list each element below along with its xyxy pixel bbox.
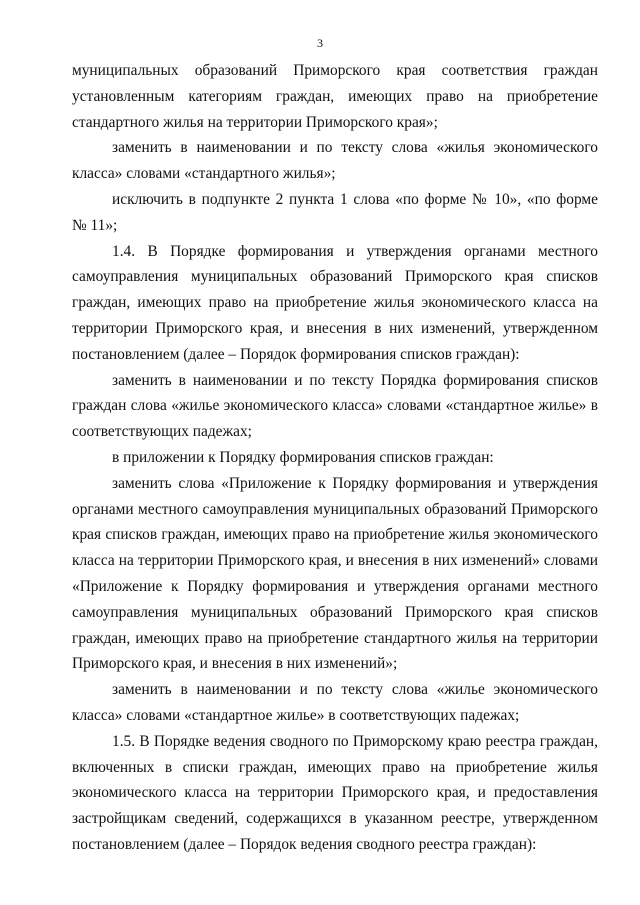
page-number: 3 <box>317 36 323 50</box>
text-line: 1.4. В Порядке формирования и утверждения органами местного <box>112 242 598 260</box>
text-line: заменить в наименовании и по тексту Порядка формирования списков <box>112 371 598 389</box>
text-line: включенных в списки граждан, имеющих право на приобретение жилья <box>72 758 598 776</box>
text-line: органами местного самоуправления муниципальных образований Приморского <box>72 500 598 518</box>
text-line: застройщикам сведений, содержащихся в указанном реестре, утвержденном <box>72 810 598 828</box>
text-line: стандартного жилья на территории Приморского края»; <box>72 113 438 131</box>
document-body <box>72 58 598 858</box>
text-line: исключить в подпункте 2 пункта 1 слова «по форме № 10», «по форме <box>112 190 598 208</box>
text-line: № 11»; <box>72 216 118 234</box>
text-line: заменить слова «Приложение к Порядку формирования и утверждения <box>112 474 598 492</box>
text-line: класса» словами «стандартного жилья»; <box>72 165 336 183</box>
text-line: в приложении к Порядку формирования списков граждан: <box>112 448 494 466</box>
text-line: граждан слова «жилье экономического класса» словами «стандартное жилье» в <box>72 397 598 415</box>
text-line: соответствующих падежах; <box>72 423 252 441</box>
text-line: заменить в наименовании и по тексту слова «жилье экономического <box>112 681 598 699</box>
text-line: «Приложение к Порядку формирования и утверждения органами местного <box>72 577 598 595</box>
text-line: 1.5. В Порядке ведения сводного по Приморскому краю реестра граждан, <box>112 732 598 750</box>
text-line: граждан, имеющих право на приобретение жилья экономического класса на <box>72 294 598 312</box>
text-line: экономического класса на территории Приморского края, и предоставления <box>72 784 598 802</box>
text-line: граждан, имеющих право на приобретение стандартного жилья на территории <box>72 629 598 647</box>
text-line: территории Приморского края, и внесения в них изменений, утвержденном <box>72 319 598 337</box>
text-line: класса на территории Приморского края, и внесения в них изменений» словами <box>72 552 598 570</box>
text-line: самоуправления муниципальных образований Приморского края списков <box>72 268 598 286</box>
text-line: края списков граждан, имеющих право на приобретение жилья экономического <box>72 526 598 544</box>
text-line: постановлением (далее – Порядок формирования списков граждан): <box>72 345 520 363</box>
text-line: муниципальных образований Приморского края соответствия граждан <box>72 62 598 79</box>
text-line: самоуправления муниципальных образований Приморского края списков <box>72 603 598 621</box>
text-line: Приморского края, и внесения в них изменений»; <box>72 655 398 673</box>
text-line: заменить в наименовании и по тексту слова «жилья экономического <box>112 139 598 157</box>
text-line: установленным категориям граждан, имеющих право на приобретение <box>72 87 598 105</box>
text-line: постановлением (далее – Порядок ведения сводного реестра граждан): <box>72 835 537 853</box>
text-line: класса» словами «стандартное жилье» в соответствующих падежах; <box>72 706 520 724</box>
